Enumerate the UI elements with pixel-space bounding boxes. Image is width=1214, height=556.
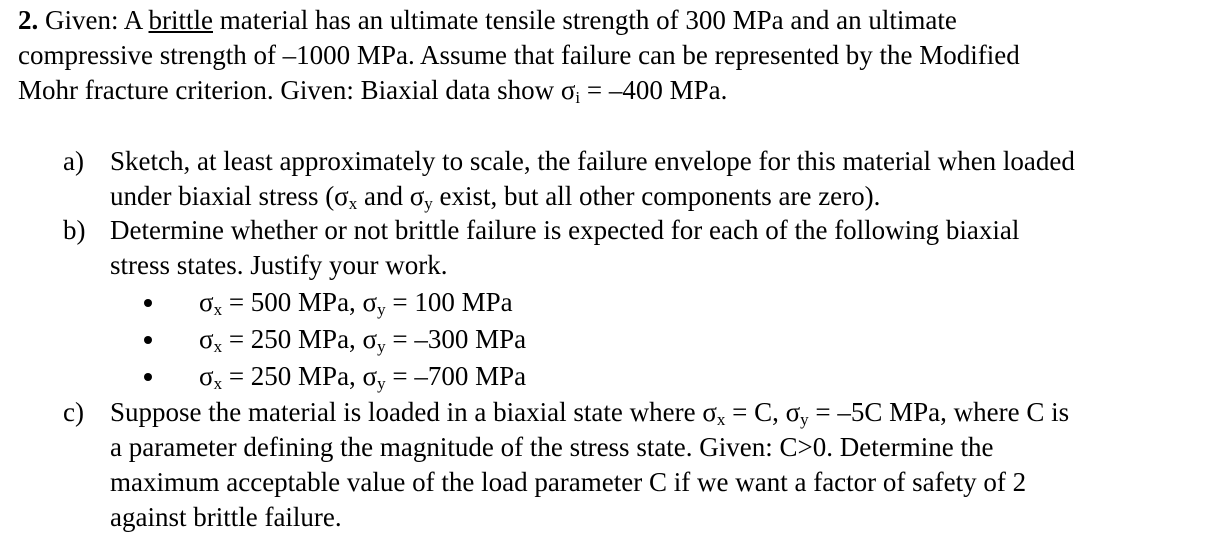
problem-line-3-text-a: Mohr fracture criterion. Given: Biaxial data show σ bbox=[18, 75, 576, 105]
part-c-body bbox=[110, 395, 1069, 535]
problem-statement bbox=[18, 3, 1208, 108]
part-c-line-1-text-b: = C, σ bbox=[725, 397, 801, 427]
part-a-label: a) bbox=[63, 146, 84, 176]
problem-line-3-subscript: i bbox=[575, 88, 581, 107]
part-a-body bbox=[110, 144, 1075, 214]
stress-state-text bbox=[199, 285, 513, 320]
problem-line-1-underlined-word: brittle bbox=[148, 5, 213, 35]
part-b-line-2: stress states. Justify your work. bbox=[110, 250, 448, 280]
sigma-x-value: = 500 MPa, bbox=[222, 287, 363, 317]
part-c-line-2: a parameter defining the magnitude of the stress state. Given: C>0. Determine the bbox=[110, 432, 994, 462]
bullet-dot-icon bbox=[144, 373, 152, 381]
part-a-line-2-subscript-x: x bbox=[348, 194, 358, 213]
sigma-x-value: = 250 MPa, bbox=[222, 361, 363, 391]
part-b-label: b) bbox=[63, 215, 86, 245]
part-c-line-4: against brittle failure. bbox=[110, 502, 342, 532]
problem-line-3 bbox=[18, 73, 1208, 108]
problem-number: 2. bbox=[18, 5, 39, 35]
sigma-subscript-y: y bbox=[377, 300, 386, 319]
part-b-body bbox=[110, 213, 1019, 283]
bullet-dot-icon bbox=[144, 299, 152, 307]
part-c-line-1-text-a: Suppose the material is loaded in a biaxial state where σ bbox=[110, 397, 717, 427]
part-c-line-1-text-c: = –5C MPa, where C is bbox=[808, 397, 1070, 427]
problem-line-1-text-a: Given: A bbox=[38, 5, 149, 35]
problem-line-1-text-b: material has an ultimate tensile strength of 300 MPa and an ultimate bbox=[213, 5, 957, 35]
part-a-line-2-text-a: under biaxial stress (σ bbox=[110, 181, 349, 211]
sigma-y-value: = –300 MPa bbox=[385, 324, 527, 354]
part-a-line-2-text-c: exist, but all other components are zero). bbox=[432, 181, 881, 211]
sigma-subscript-x: x bbox=[213, 374, 223, 393]
sigma-symbol: σ bbox=[199, 324, 214, 354]
problem-line-3-text-b: = –400 MPa. bbox=[580, 75, 728, 105]
problem-line-2: compressive strength of –1000 MPa. Assume that failure can be represented by the Modified bbox=[18, 40, 1020, 70]
sigma-symbol: σ bbox=[199, 361, 214, 391]
part-c-line-3: maximum acceptable value of the load parameter C if we want a factor of safety of 2 bbox=[110, 467, 1027, 497]
sigma-subscript-x: x bbox=[213, 300, 223, 319]
part-a-line-1: Sketch, at least approximately to scale, the failure envelope for this material when loaded bbox=[110, 146, 1075, 176]
problem-line-1 bbox=[18, 3, 1208, 38]
part-a-line-2 bbox=[110, 179, 1075, 214]
part-c-subscript-y: y bbox=[800, 410, 809, 429]
sigma-symbol: σ bbox=[362, 361, 378, 391]
sigma-symbol: σ bbox=[362, 324, 378, 354]
sigma-x-value: = 250 MPa, bbox=[222, 324, 363, 354]
sigma-symbol: σ bbox=[199, 287, 214, 317]
part-c-subscript-x: x bbox=[716, 410, 726, 429]
sigma-subscript-y: y bbox=[377, 374, 386, 393]
part-c-line-1 bbox=[110, 395, 1069, 430]
part-a-line-2-subscript-y: y bbox=[424, 194, 433, 213]
stress-state-text bbox=[199, 322, 526, 357]
stress-state-text bbox=[199, 359, 526, 394]
sigma-y-value: = –700 MPa bbox=[385, 361, 527, 391]
sigma-subscript-y: y bbox=[377, 337, 386, 356]
part-a-line-2-text-b: and σ bbox=[357, 181, 425, 211]
part-c-label: c) bbox=[63, 397, 84, 427]
sigma-symbol: σ bbox=[362, 287, 378, 317]
part-b-line-1: Determine whether or not brittle failure is expected for each of the following biaxial bbox=[110, 215, 1020, 245]
bullet-dot-icon bbox=[144, 336, 152, 344]
sigma-subscript-x: x bbox=[213, 337, 223, 356]
sigma-y-value: = 100 MPa bbox=[385, 287, 513, 317]
